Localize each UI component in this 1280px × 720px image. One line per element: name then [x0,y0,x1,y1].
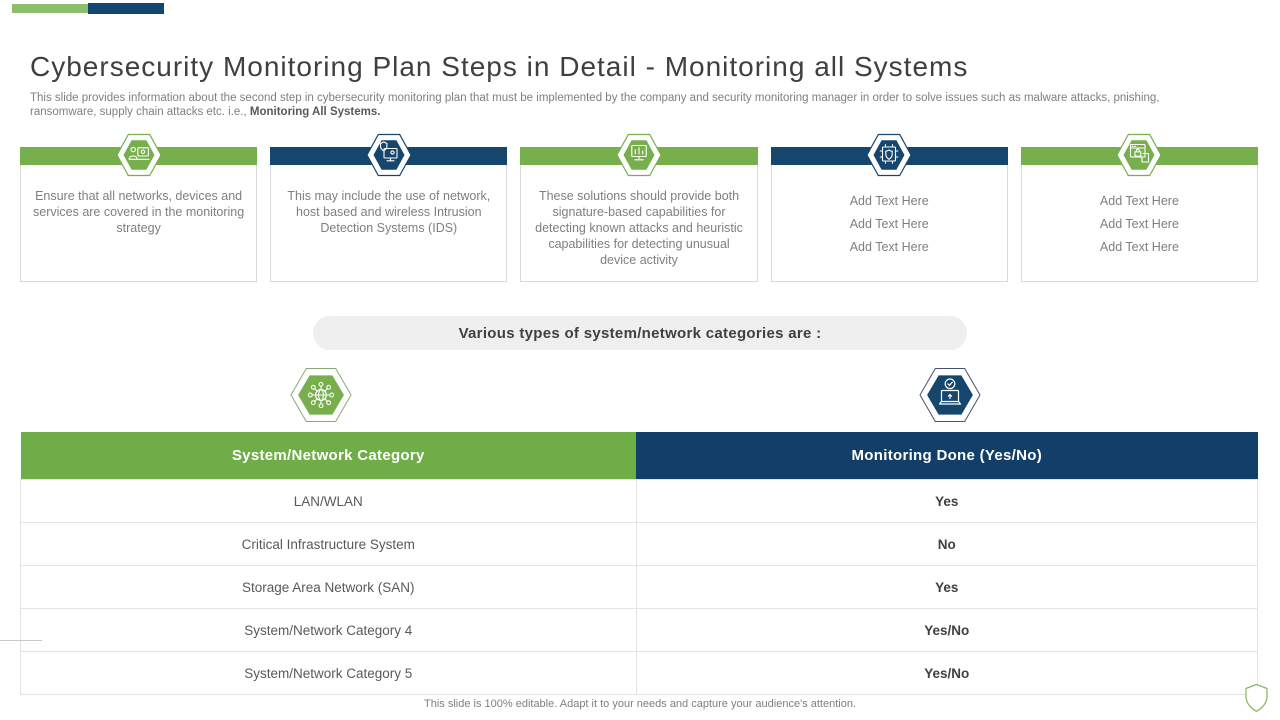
card-placeholder-2 [1021,147,1258,282]
table-row [21,609,1258,652]
card-placeholder-1 [771,147,1008,282]
step-cards-row [20,147,1258,282]
add-text-placeholder[interactable]: Add Text Here [849,217,929,231]
monitoring-cell: No [636,523,1257,566]
card-intrusion-detection [270,147,507,282]
monitoring-cell: Yes/No [636,609,1257,652]
circuit-shield-icon [866,130,912,185]
description-bold-text: Monitoring All Systems. [249,105,381,118]
monitoring-cell: Yes [636,566,1257,609]
analyst-monitor-icon [116,130,162,185]
category-cell: LAN/WLAN [21,480,637,523]
table-row [21,480,1258,523]
card-text: These solutions should provide both signature-based capabilities for detecting known attacks and heuristic capabilities for detecting unusual device activity [535,189,743,267]
add-text-placeholder[interactable]: Add Text Here [849,240,929,254]
table-row [21,523,1258,566]
secure-browser-icon [1116,130,1162,185]
category-cell: Storage Area Network (SAN) [21,566,637,609]
card-placeholder-lines [1022,190,1257,259]
monitoring-cell: Yes/No [636,652,1257,695]
table-row [21,652,1258,695]
card-monitoring-strategy [20,147,257,282]
add-text-placeholder[interactable]: Add Text Here [1099,217,1179,231]
accent-bar-navy [88,3,164,14]
add-text-placeholder[interactable]: Add Text Here [1099,194,1179,208]
column-header-monitoring: Monitoring Done (Yes/No) [636,432,1257,480]
table-row [21,566,1258,609]
category-table [20,432,1258,695]
monitoring-cell: Yes [636,480,1257,523]
description-text: This slide provides information about the second step in cybersecurity monitoring plan that must be implemented by the company and security monitoring manager in order to solve issues such as malware attacks, pnishing, ransomware, supply chain attacks etc. i.e., [30,91,1160,118]
card-text: This may include the use of network, host based and wireless Intrusion Detection Systems (IDS) [287,189,491,235]
category-cell: System/Network Category 5 [21,652,637,695]
network-nodes-icon [290,365,352,430]
chart-monitor-icon [616,130,662,185]
add-text-placeholder[interactable]: Add Text Here [849,194,929,208]
add-text-placeholder[interactable]: Add Text Here [1099,240,1179,254]
card-signature-heuristic [520,147,757,282]
section-banner: Various types of system/network categories are : [313,316,967,350]
shield-outline-icon [1244,683,1269,718]
shield-monitor-icon [366,130,412,185]
table-header-row [21,432,1258,480]
slide-description [30,91,1190,119]
column-header-category: System/Network Category [21,432,637,480]
category-cell: Critical Infrastructure System [21,523,637,566]
accent-bar-green [12,4,88,13]
card-text: Ensure that all networks, devices and services are covered in the monitoring strategy [33,189,245,235]
card-placeholder-lines [772,190,1007,259]
footer-note: This slide is 100% editable. Adapt it to your needs and capture your audience's attention. [424,698,856,710]
left-edge-dash [0,640,42,641]
laptop-check-icon [919,365,981,430]
page-title: Cybersecurity Monitoring Plan Steps in Detail - Monitoring all Systems [30,50,969,82]
category-cell: System/Network Category 4 [21,609,637,652]
